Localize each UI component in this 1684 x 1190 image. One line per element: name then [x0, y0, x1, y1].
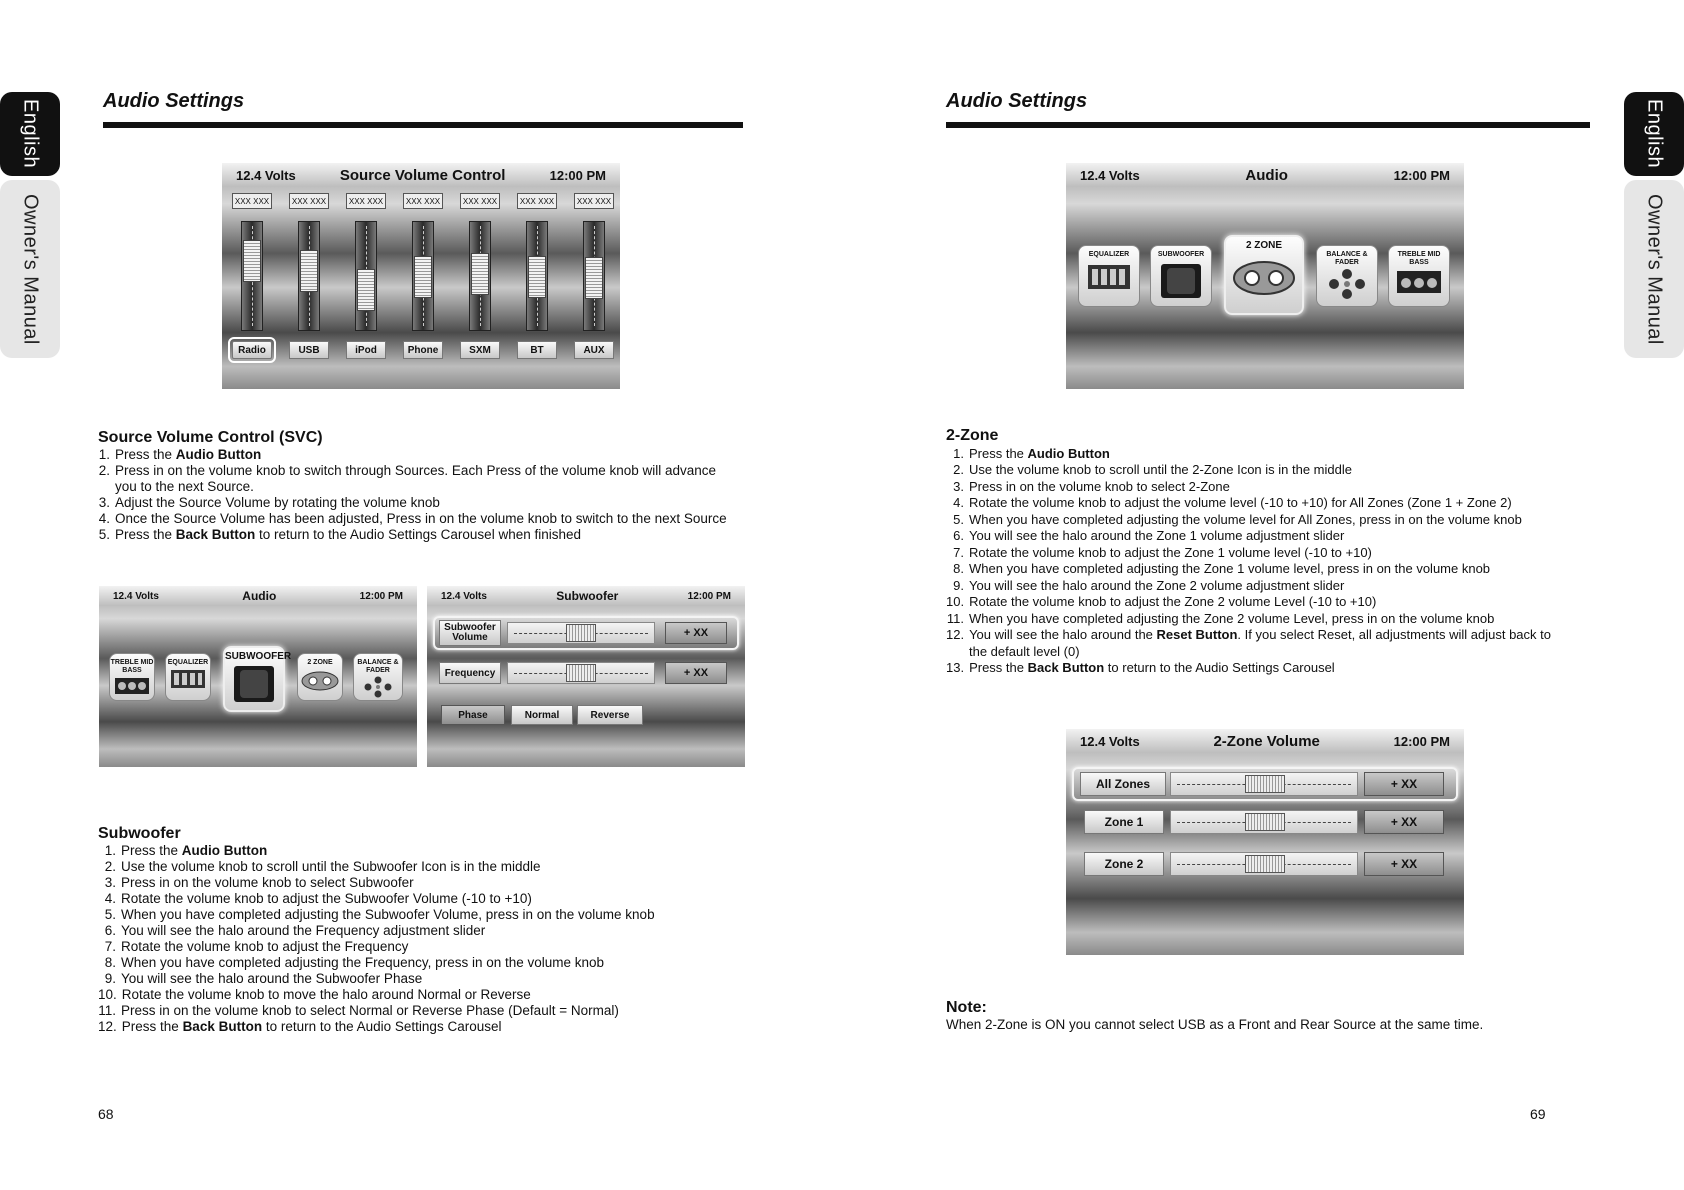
two-zone-instructions: [946, 428, 1636, 677]
reverse-phase-button[interactable]: Reverse: [577, 705, 643, 725]
step-text-end: to return to the Audio Settings Carousel: [262, 1019, 502, 1034]
step-number: 1.: [104, 843, 116, 858]
slider-knob[interactable]: [357, 269, 375, 311]
treble-mid-bass-tile[interactable]: [109, 653, 155, 701]
english-tab[interactable]: [0, 92, 60, 176]
slider-knob[interactable]: [585, 257, 603, 299]
step-item: [98, 875, 778, 891]
step-number: 4.: [98, 511, 110, 526]
svc-heading: Source Volume Control (SVC): [98, 429, 323, 446]
step-number: 6.: [104, 923, 116, 938]
zone-1-value: + XX: [1364, 810, 1444, 834]
step-number: 5.: [104, 907, 116, 922]
balance-fader-tile[interactable]: [1316, 245, 1378, 307]
status-bar: [427, 586, 745, 606]
equalizer-tile[interactable]: [165, 653, 211, 701]
channel-top-label: XXX XXX: [289, 193, 329, 209]
step-number: 5.: [953, 511, 964, 527]
step-number: 3.: [98, 495, 110, 510]
step-bold-text: Audio Button: [1027, 445, 1110, 461]
step-bold-text: Back Button: [1027, 660, 1105, 675]
right-page: [842, 0, 1684, 1190]
zone-1-slider[interactable]: [1170, 810, 1358, 834]
step-number: 1.: [98, 447, 110, 462]
step-text: Rotate the volume knob to adjust the Zone 1 volume level (-10 to +10): [969, 544, 1372, 560]
zone-2-label[interactable]: Zone 2: [1084, 852, 1164, 876]
step-number: 7.: [953, 544, 964, 560]
frequency-label[interactable]: Frequency: [439, 662, 501, 684]
step-text: the default level (0): [969, 643, 1080, 659]
treble-mid-bass-tile[interactable]: [1388, 245, 1450, 307]
step-text: Press in on the volume knob to select 2-Zone: [969, 478, 1230, 494]
page-number: 68: [98, 1106, 114, 1122]
normal-phase-button[interactable]: Normal: [511, 705, 573, 725]
screen-title: 2-Zone Volume: [1213, 732, 1320, 750]
balance-fader-icon: [364, 676, 392, 698]
treble-mid-bass-icon: [115, 678, 149, 694]
step-item: [98, 1003, 778, 1019]
step-item: [946, 512, 1636, 529]
tile-label: TREBLE MID BASS: [110, 659, 154, 674]
step-item: [946, 545, 1636, 562]
source-radio-button[interactable]: Radio: [232, 341, 272, 359]
step-number: 4.: [953, 495, 964, 510]
subwoofer-volume-label[interactable]: Subwoofer Volume: [439, 620, 501, 646]
tile-label: EQUALIZER: [167, 659, 209, 666]
step-text: Use the volume knob to scroll until the 2-Zone Icon is in the middle: [969, 462, 1352, 477]
zone-2-slider[interactable]: [1170, 852, 1358, 876]
equalizer-icon: [1088, 265, 1130, 289]
channel-top-label: XXX XXX: [574, 193, 614, 209]
step-item: [98, 527, 758, 543]
step-text-end: to return to the Audio Settings Carousel: [1104, 660, 1335, 675]
step-item: [98, 463, 758, 479]
subwoofer-icon: [232, 664, 276, 704]
tile-label: 2 ZONE: [1245, 240, 1283, 251]
step-text: You will see the halo around the Frequency adjustment slider: [121, 923, 486, 938]
tile-label: SUBWOOFER: [225, 651, 292, 662]
svc-status-bar: [222, 163, 620, 187]
page-number: 69: [1530, 1106, 1546, 1122]
subwoofer-tile[interactable]: [1150, 245, 1212, 307]
step-text: Rotate the volume knob to adjust the Zone 2 volume Level (-10 to +10): [969, 594, 1377, 609]
channel-top-label: XXX XXX: [460, 193, 500, 209]
zone-2-value: + XX: [1364, 852, 1444, 876]
time-label: 12:00 PM: [1393, 733, 1450, 749]
step-item: [98, 923, 778, 939]
two-zone-tile[interactable]: [297, 653, 343, 701]
source-phone-button[interactable]: Phone: [403, 341, 443, 359]
subwoofer-volume-slider[interactable]: [507, 622, 655, 644]
volts-label: 12.4 Volts: [236, 167, 296, 183]
step-item: [946, 561, 1636, 578]
channel-top-label: XXX XXX: [346, 193, 386, 209]
step-text: Press the: [115, 527, 176, 542]
subwoofer-instructions: [98, 826, 778, 1035]
step-text-end: . If you select Reset, all adjustments will adjust back to: [1237, 627, 1551, 642]
step-text: You will see the halo around the: [969, 627, 1157, 642]
english-tab-label: English: [1643, 99, 1666, 169]
svc-instructions: [98, 430, 758, 543]
two-zone-tile[interactable]: [1224, 235, 1304, 315]
step-number: 10.: [98, 987, 117, 1002]
tile-label: 2 ZONE: [307, 659, 333, 666]
screen-title: Audio: [242, 589, 277, 603]
all-zones-slider[interactable]: [1170, 772, 1358, 796]
step-number: 1.: [953, 445, 964, 461]
two-zone-volume-screen: [1066, 729, 1464, 955]
source-ipod-button[interactable]: iPod: [346, 341, 386, 359]
zone-1-label[interactable]: Zone 1: [1084, 810, 1164, 834]
step-number: 2.: [98, 463, 110, 478]
subwoofer-heading: Subwoofer: [98, 825, 181, 842]
step-number: 8.: [104, 955, 116, 970]
step-number: 6.: [953, 528, 964, 543]
step-bold-text: Back Button: [175, 527, 256, 542]
channel-volume-slider[interactable]: [355, 221, 377, 331]
step-item: [946, 660, 1636, 677]
channel-volume-slider[interactable]: [469, 221, 491, 331]
step-number: 3.: [104, 875, 116, 890]
time-label: 12:00 PM: [687, 590, 731, 602]
step-item: [946, 462, 1636, 479]
step-text: Rotate the volume knob to adjust the Subwoofer Volume (-10 to +10): [121, 891, 532, 906]
all-zones-label[interactable]: All Zones: [1080, 772, 1166, 796]
slider-knob[interactable]: [471, 253, 489, 295]
two-zone-icon: [1232, 258, 1296, 298]
step-text-end: to return to the Audio Settings Carousel when finished: [255, 527, 581, 542]
slider-knob[interactable]: [1245, 775, 1285, 793]
screen-title: Source Volume Control: [339, 166, 506, 184]
audio-carousel-screen-right: [1066, 163, 1464, 389]
step-item: [98, 511, 758, 527]
source-bt-button[interactable]: BT: [517, 341, 557, 359]
tile-label: BALANCE & FADER: [1326, 251, 1368, 266]
source-sxm-button[interactable]: SXM: [460, 341, 500, 359]
step-text: Rotate the volume knob to adjust the volume level (-10 to +10) for All Zones (Zone 1 + Zone 2): [969, 495, 1512, 510]
step-number: 11.: [946, 610, 964, 626]
step-number: 4.: [104, 891, 116, 906]
channel-volume-slider[interactable]: [526, 221, 548, 331]
subwoofer-tile[interactable]: [223, 646, 292, 712]
step-item: [98, 907, 778, 923]
step-item: [98, 843, 778, 859]
step-text: Press the: [121, 1019, 183, 1034]
channel-top-label: XXX XXX: [403, 193, 443, 209]
step-item: [946, 578, 1636, 595]
step-number: 2.: [953, 462, 964, 477]
step-bold-text: Back Button: [182, 1019, 263, 1034]
owners-manual-tab-label: Owner's Manual: [19, 193, 42, 345]
step-item: [98, 891, 778, 907]
step-text: When you have completed adjusting the Subwoofer Volume, press in on the volume knob: [121, 907, 655, 922]
tile-label: BALANCE & FADER: [357, 659, 399, 674]
slider-knob[interactable]: [566, 624, 596, 642]
english-tab[interactable]: [1624, 92, 1684, 176]
treble-mid-bass-icon: [1397, 271, 1441, 293]
step-bold-text: Audio Button: [175, 447, 262, 462]
step-text: Adjust the Source Volume by rotating the volume knob: [115, 495, 440, 510]
slider-knob[interactable]: [300, 250, 318, 292]
step-text: You will see the halo around the Subwoofer Phase: [121, 971, 423, 986]
step-item: [98, 859, 778, 875]
step-number: 13.: [946, 660, 965, 675]
channel-volume-slider[interactable]: [583, 221, 605, 331]
step-text: Use the volume knob to scroll until the Subwoofer Icon is in the middle: [121, 859, 541, 874]
page-header: Audio Settings: [946, 90, 1088, 112]
channel-top-label: XXX XXX: [232, 193, 272, 209]
step-text: You will see the halo around the Zone 1 volume adjustment slider: [969, 528, 1345, 543]
owners-manual-tab-label: Owner's Manual: [1643, 193, 1666, 345]
step-text: When you have completed adjusting the Zone 1 volume level, press in on the volume knob: [969, 561, 1491, 576]
step-text: Press the: [969, 660, 1028, 675]
screen-title: Audio: [1245, 166, 1288, 184]
two-zone-heading: 2-Zone: [946, 427, 999, 444]
step-text: Rotate the volume knob to move the halo around Normal or Reverse: [121, 987, 531, 1002]
volts-label: 12.4 Volts: [1080, 733, 1140, 749]
step-item: [946, 644, 1636, 661]
slider-knob[interactable]: [1245, 855, 1285, 873]
step-number: 5.: [98, 527, 110, 542]
source-aux-button[interactable]: AUX: [574, 341, 614, 359]
step-text: When you have completed adjusting the Frequency, press in on the volume knob: [121, 955, 605, 970]
step-text: You will see the halo around the Zone 2 volume adjustment slider: [969, 577, 1345, 593]
slider-knob[interactable]: [243, 240, 261, 282]
step-item: [946, 627, 1636, 644]
step-number: 9.: [953, 577, 964, 593]
balance-fader-tile[interactable]: [353, 653, 403, 701]
step-item: [946, 611, 1636, 628]
note-text: When 2-Zone is ON you cannot select USB as a Front and Rear Source at the same time.: [946, 1017, 1484, 1032]
step-item: [98, 939, 778, 955]
step-text: Once the Source Volume has been adjusted, Press in on the volume knob to switch to the next Source: [115, 511, 727, 526]
frequency-slider[interactable]: [507, 662, 655, 684]
status-bar: [1066, 163, 1464, 187]
step-bold-text: Reset Button: [1156, 627, 1238, 642]
step-number: 12.: [946, 627, 965, 642]
tile-label: TREBLE MID BASS: [1397, 251, 1441, 266]
volts-label: 12.4 Volts: [1080, 167, 1140, 183]
svc-steps: [98, 447, 758, 543]
status-bar: [1066, 729, 1464, 753]
step-number: 10.: [946, 594, 965, 609]
svc-screen: [222, 163, 620, 389]
header-rule: [103, 122, 743, 128]
step-item: [98, 479, 758, 495]
volts-label: 12.4 Volts: [441, 590, 487, 602]
step-number: 2.: [104, 859, 116, 874]
volts-label: 12.4 Volts: [113, 590, 159, 602]
step-item: [946, 479, 1636, 496]
step-item: [98, 1019, 778, 1035]
step-item: [98, 955, 778, 971]
tile-label: SUBWOOFER: [1157, 251, 1205, 258]
equalizer-icon: [171, 670, 205, 688]
step-number: 9.: [104, 971, 116, 986]
step-text: Press the: [121, 843, 182, 858]
step-text: Rotate the volume knob to adjust the Frequency: [121, 939, 409, 954]
equalizer-tile[interactable]: [1078, 245, 1140, 307]
step-bold-text: Audio Button: [181, 843, 268, 858]
screen-title: Subwoofer: [556, 589, 619, 603]
step-item: [946, 594, 1636, 611]
channel-top-label: XXX XXX: [517, 193, 557, 209]
frequency-value: + XX: [665, 662, 727, 684]
subwoofer-icon: [1159, 263, 1203, 299]
note-block: [946, 1000, 1626, 1033]
english-tab-label: English: [19, 99, 42, 169]
phase-label: Phase: [441, 705, 505, 725]
time-label: 12:00 PM: [1393, 167, 1450, 183]
step-item: [98, 987, 778, 1003]
step-text: Press the: [969, 445, 1028, 461]
time-label: 12:00 PM: [549, 167, 606, 183]
slider-knob[interactable]: [528, 256, 546, 298]
step-item: [946, 446, 1636, 463]
audio-carousel-screen-left: [99, 586, 417, 767]
slider-knob[interactable]: [1245, 813, 1285, 831]
subwoofer-steps: [98, 843, 778, 1035]
all-zones-value: + XX: [1364, 772, 1444, 796]
step-item: [98, 447, 758, 463]
page-header: Audio Settings: [103, 90, 245, 112]
owners-manual-tab[interactable]: [0, 180, 60, 358]
step-item: [98, 971, 778, 987]
step-text: you to the next Source.: [115, 479, 254, 494]
step-number: 12.: [98, 1019, 117, 1034]
step-item: [946, 528, 1636, 545]
step-text: Press in on the volume knob to switch through Sources. Each Press of the volume knob will advance: [115, 463, 717, 478]
step-text: When you have completed adjusting the volume level for All Zones, press in on the volume knob: [969, 511, 1522, 527]
slider-knob[interactable]: [566, 664, 596, 682]
time-label: 12:00 PM: [359, 590, 403, 602]
step-text: Press in on the volume knob to select Normal or Reverse Phase (Default = Normal): [121, 1003, 619, 1018]
balance-fader-icon: [1329, 269, 1365, 299]
two-zone-steps: [946, 446, 1636, 677]
source-usb-button[interactable]: USB: [289, 341, 329, 359]
channel-volume-slider[interactable]: [412, 221, 434, 331]
step-number: 3.: [953, 478, 964, 494]
status-bar: [99, 586, 417, 606]
channel-volume-slider[interactable]: [298, 221, 320, 331]
header-rule: [946, 122, 1590, 128]
two-zone-icon: [301, 670, 339, 692]
subwoofer-screen: [427, 586, 745, 767]
subwoofer-volume-value: + XX: [665, 622, 727, 644]
step-item: [946, 495, 1636, 512]
channel-volume-slider[interactable]: [241, 221, 263, 331]
tile-label: EQUALIZER: [1088, 251, 1130, 258]
step-item: [98, 495, 758, 511]
step-number: 11.: [98, 1003, 116, 1018]
step-text: Press in on the volume knob to select Subwoofer: [121, 875, 414, 890]
step-number: 7.: [104, 939, 116, 954]
step-text: When you have completed adjusting the Zone 2 volume Level, press in on the volume knob: [969, 610, 1495, 626]
note-heading: Note:: [946, 999, 987, 1016]
step-text: Press the: [115, 447, 176, 462]
step-number: 8.: [953, 561, 964, 576]
slider-knob[interactable]: [414, 256, 432, 298]
owners-manual-tab[interactable]: [1624, 180, 1684, 358]
